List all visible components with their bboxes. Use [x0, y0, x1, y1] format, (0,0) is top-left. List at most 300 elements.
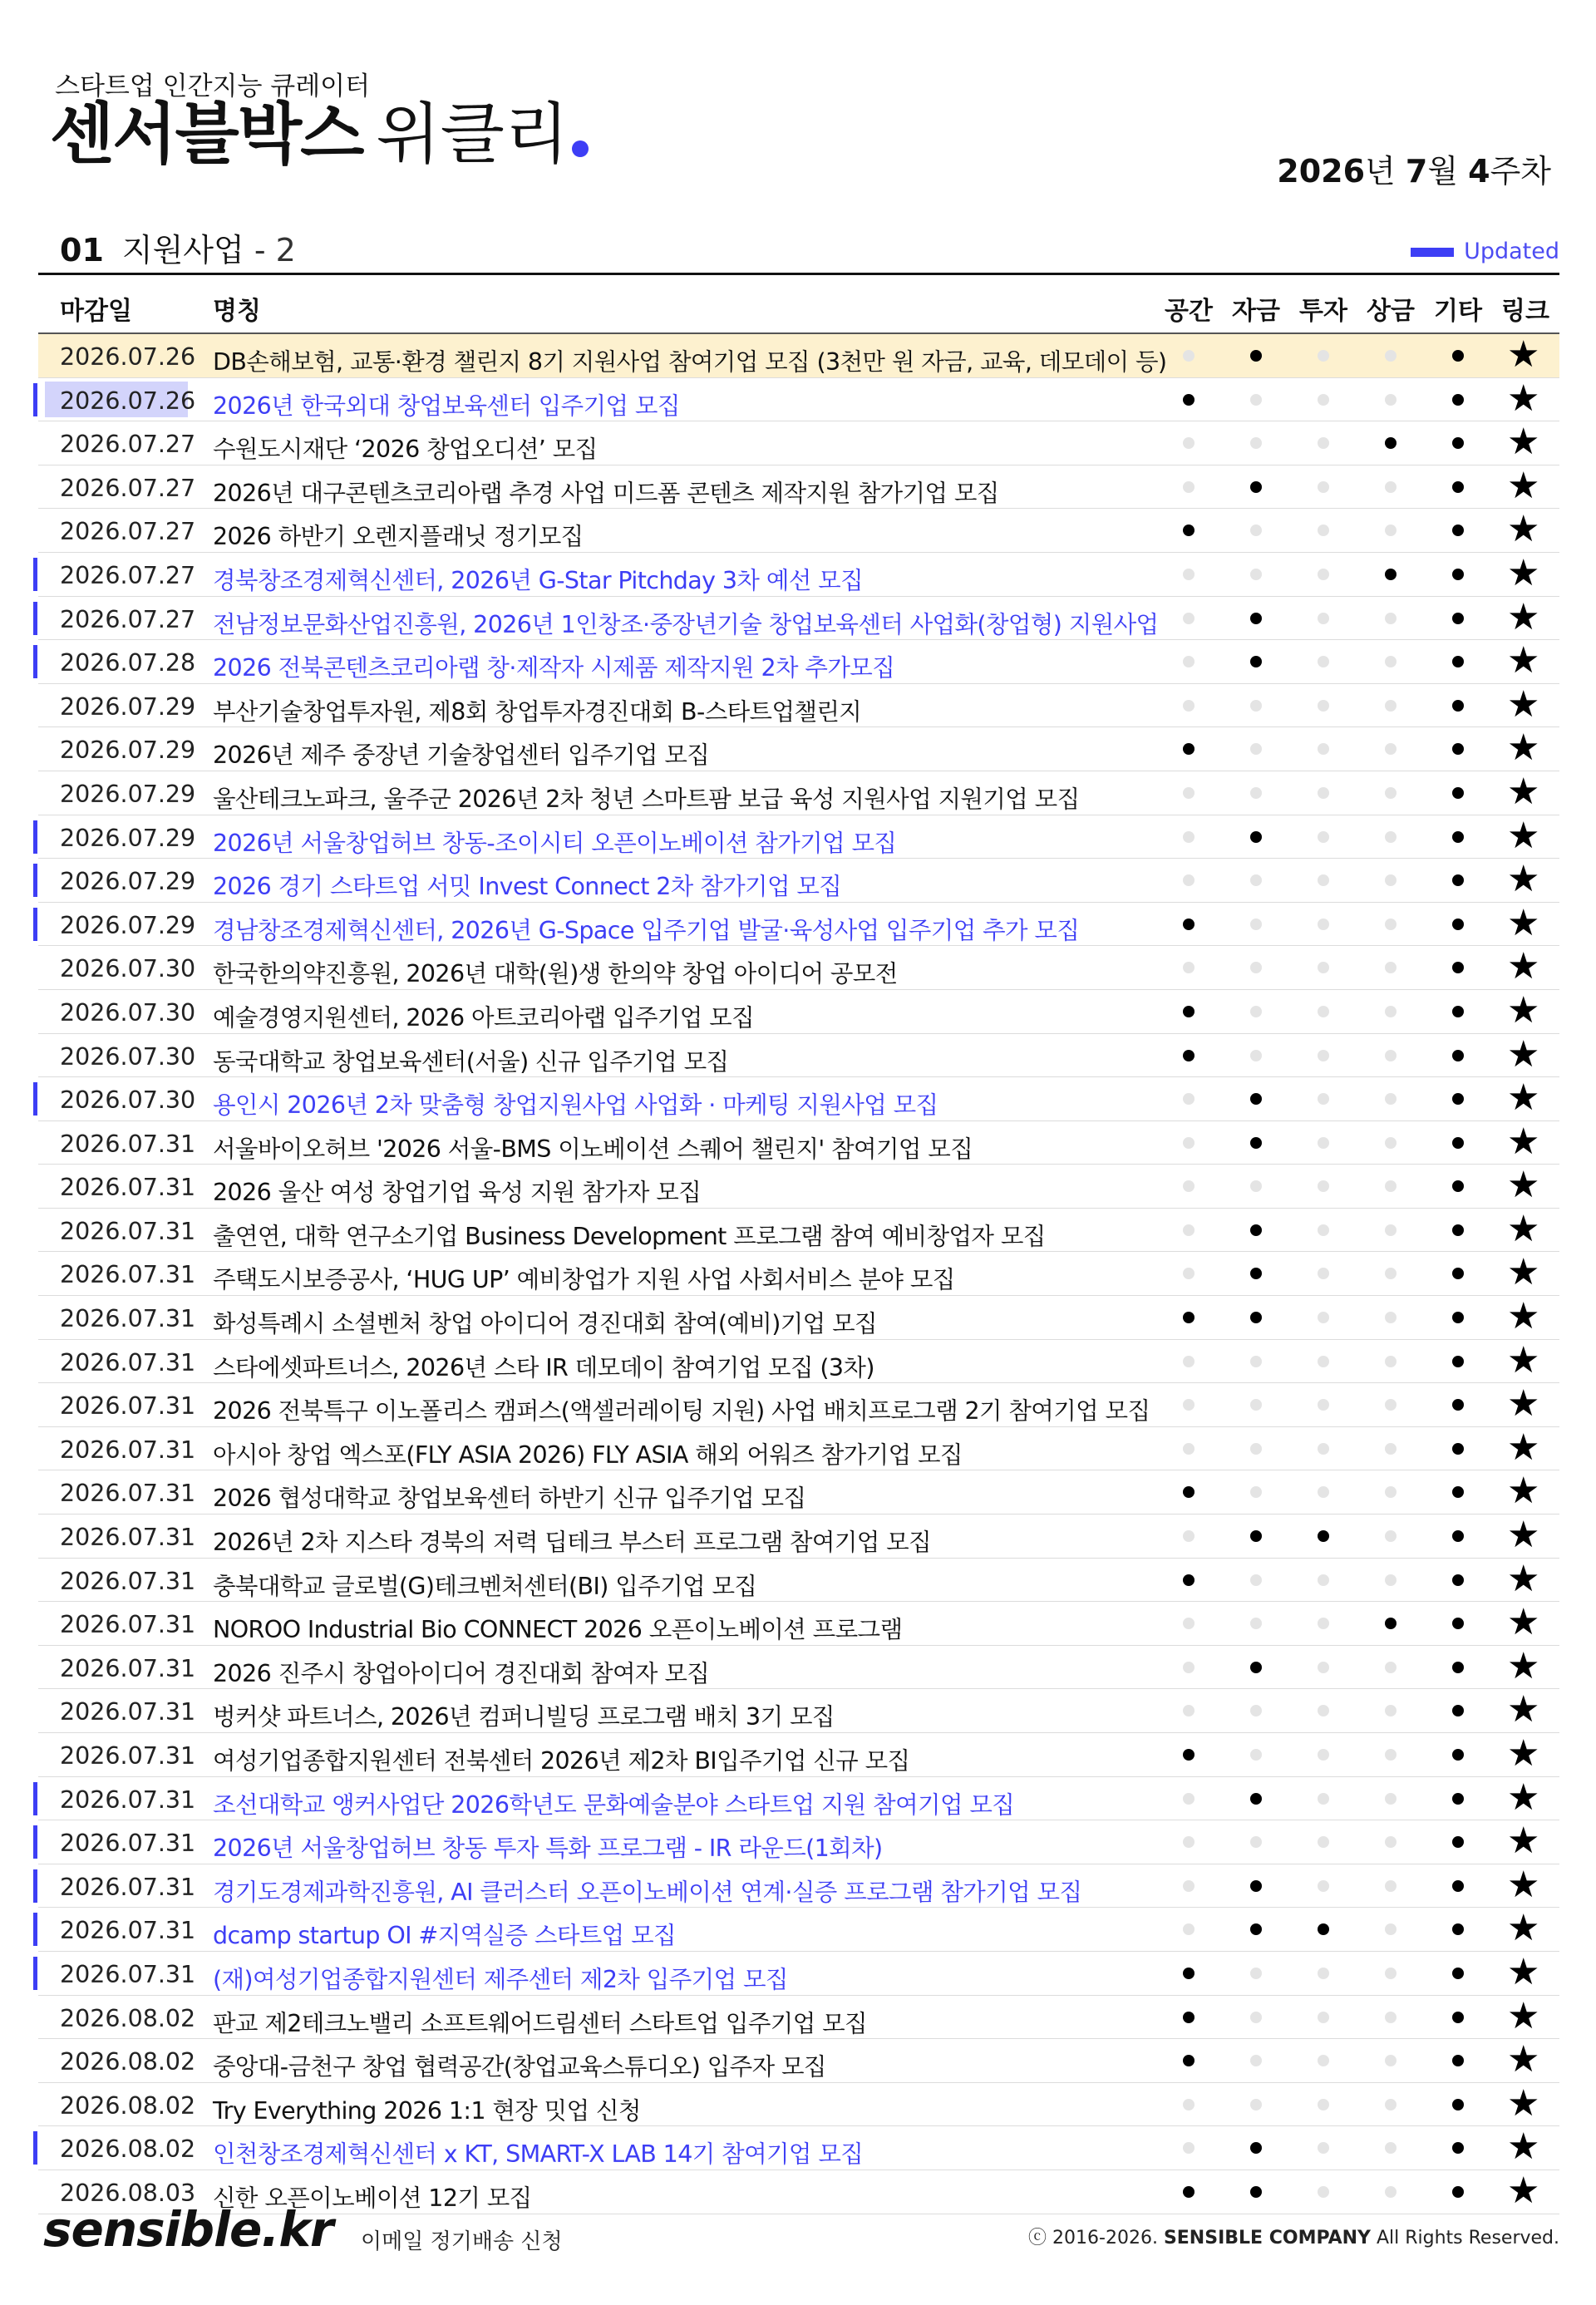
row-name[interactable]: 판교 제2테크노밸리 소프트웨어드림센터 스타트업 입주기업 모집	[213, 2009, 867, 2037]
row-name[interactable]: 출연연, 대학 연구소기업 Business Development 프로그램 참여 예비창업자 모집	[213, 1222, 1046, 1250]
link-star-icon[interactable]: ★	[1507, 1907, 1540, 1950]
link-star-icon[interactable]: ★	[1507, 858, 1540, 901]
table-row[interactable]	[38, 1515, 1559, 1559]
etc-dot-icon	[1452, 2142, 1464, 2154]
row-name[interactable]: 2026 하반기 오렌지플래닛 정기모집	[213, 523, 584, 551]
etc-dot-icon	[1452, 1050, 1464, 1061]
link-star-icon[interactable]: ★	[1507, 1251, 1540, 1294]
row-name[interactable]: 2026년 서울창업허브 창동 투자 특화 프로그램 - IR 라운드(1회차)	[213, 1835, 883, 1863]
row-name[interactable]: NOROO Industrial Bio CONNECT 2026 오픈이노베이션 프로그램	[213, 1616, 903, 1644]
link-star-icon[interactable]: ★	[1507, 1776, 1540, 1819]
etc-dot-icon	[1452, 437, 1464, 449]
prize-dot-icon	[1385, 2012, 1396, 2023]
prize-dot-icon	[1385, 1968, 1396, 1979]
link-star-icon[interactable]: ★	[1507, 682, 1540, 726]
fund-dot-icon	[1250, 1836, 1262, 1848]
link-star-icon[interactable]: ★	[1507, 2125, 1540, 2169]
etc-dot-icon	[1452, 656, 1464, 667]
row-name[interactable]: 서울바이오허브 '2026 서울-BMS 이노베이션 스퀘어 챌린지' 참여기업 모집	[213, 1135, 973, 1163]
section-suffix: - 2	[254, 232, 296, 268]
table-row[interactable]	[38, 1952, 1559, 1996]
updated-legend	[1411, 239, 1559, 264]
etc-dot-icon	[1452, 481, 1464, 493]
prize-dot-icon	[1385, 1530, 1396, 1542]
row-date: 2026.07.29	[60, 868, 196, 896]
row-name[interactable]: 신한 오픈이노베이션 12기 모집	[213, 2184, 532, 2212]
etc-dot-icon	[1452, 1662, 1464, 1673]
space-dot-icon	[1183, 1050, 1195, 1061]
link-star-icon[interactable]: ★	[1507, 1338, 1540, 1382]
updated-marker	[33, 1913, 37, 1946]
prize-dot-icon	[1385, 2055, 1396, 2066]
header-etc: 기타	[1434, 297, 1482, 326]
prize-dot-icon	[1385, 1836, 1396, 1848]
etc-dot-icon	[1452, 787, 1464, 799]
row-date: 2026.07.31	[60, 1305, 196, 1333]
fund-dot-icon	[1250, 1618, 1262, 1629]
table-row[interactable]	[38, 1733, 1559, 1777]
fund-dot-icon	[1250, 1050, 1262, 1061]
link-star-icon[interactable]: ★	[1507, 1514, 1540, 1557]
etc-dot-icon	[1452, 350, 1464, 362]
link-star-icon[interactable]: ★	[1507, 595, 1540, 638]
row-name[interactable]: 인천창조경제혁신센터 x KT, SMART-X LAB 14기 참여기업 모집	[213, 2140, 864, 2169]
prize-dot-icon	[1385, 2142, 1396, 2154]
link-star-icon[interactable]: ★	[1507, 770, 1540, 813]
space-dot-icon	[1183, 787, 1195, 799]
table-row[interactable]	[38, 771, 1559, 815]
invest-dot-icon	[1318, 656, 1329, 667]
fund-dot-icon	[1250, 2142, 1262, 2154]
link-star-icon[interactable]: ★	[1507, 1950, 1540, 1993]
fund-dot-icon	[1250, 613, 1262, 624]
row-name[interactable]: 경기도경제과학진흥원, AI 클러스터 오픈이노베이션 연계·실증 프로그램 참가기업 모집	[213, 1878, 1082, 1906]
week-month-suffix: 월	[1427, 153, 1459, 190]
space-dot-icon	[1183, 2055, 1195, 2066]
fund-dot-icon	[1250, 787, 1262, 799]
prize-dot-icon	[1385, 481, 1396, 493]
space-dot-icon	[1183, 1574, 1195, 1586]
prize-dot-icon	[1385, 350, 1396, 362]
etc-dot-icon	[1452, 569, 1464, 580]
space-dot-icon	[1183, 962, 1195, 973]
prize-dot-icon	[1385, 1486, 1396, 1498]
table-row[interactable]	[38, 859, 1559, 903]
link-star-icon[interactable]: ★	[1507, 2081, 1540, 2125]
updated-bar-icon	[1411, 248, 1454, 257]
fund-dot-icon	[1250, 2012, 1262, 2023]
row-name[interactable]: 2026 협성대학교 창업보육센터 하반기 신규 입주기업 모집	[213, 1485, 806, 1513]
copyright-prefix: ⓒ 2016-2026.	[1028, 2228, 1158, 2248]
link-star-icon[interactable]: ★	[1507, 333, 1540, 376]
prize-dot-icon	[1385, 613, 1396, 624]
row-date: 2026.07.31	[60, 1217, 196, 1245]
etc-dot-icon	[1452, 1968, 1464, 1979]
row-date: 2026.07.29	[60, 736, 196, 765]
updated-marker	[33, 602, 37, 635]
invest-dot-icon	[1318, 919, 1329, 930]
link-star-icon[interactable]: ★	[1507, 508, 1540, 551]
prize-dot-icon	[1385, 1312, 1396, 1323]
row-date: 2026.07.27	[60, 431, 196, 459]
row-date: 2026.07.31	[60, 1611, 196, 1639]
row-name[interactable]: 2026 전북콘텐츠코리아랩 창·제작자 시제품 제작지원 2차 추가모집	[213, 654, 895, 682]
etc-dot-icon	[1452, 962, 1464, 973]
link-star-icon[interactable]: ★	[1507, 1164, 1540, 1207]
row-date: 2026.07.30	[60, 1086, 196, 1115]
table-row[interactable]	[38, 597, 1559, 641]
link-star-icon[interactable]: ★	[1507, 1820, 1540, 1863]
header-link: 링크	[1501, 297, 1549, 326]
row-name[interactable]: 2026년 2차 지스타 경북의 저력 딥테크 부스터 프로그램 참여기업 모집	[213, 1529, 932, 1557]
space-dot-icon	[1183, 1486, 1195, 1498]
footer-logo[interactable]: sensible.kr	[43, 2201, 333, 2258]
row-date: 2026.07.29	[60, 911, 196, 939]
section-name: 지원사업	[121, 232, 244, 268]
link-star-icon[interactable]: ★	[1507, 551, 1540, 594]
invest-dot-icon	[1318, 962, 1329, 973]
table-row[interactable]	[38, 1646, 1559, 1690]
row-name[interactable]: DB손해보험, 교통·환경 챌린지 8기 지원사업 참여기업 모집 (3천만 원 자금, 교육, 데모데이 등)	[213, 348, 1167, 376]
etc-dot-icon	[1452, 874, 1464, 886]
table-row[interactable]	[38, 1689, 1559, 1733]
table-row[interactable]	[38, 1121, 1559, 1165]
invest-dot-icon	[1318, 1356, 1329, 1367]
table-row[interactable]	[38, 1383, 1559, 1427]
row-name[interactable]: 2026 경기 스타트업 서밋 Invest Connect 2차 참가기업 모집	[213, 873, 842, 901]
table-row[interactable]	[38, 640, 1559, 684]
table-row[interactable]	[38, 1077, 1559, 1121]
fund-dot-icon	[1250, 1486, 1262, 1498]
invest-dot-icon	[1318, 394, 1329, 406]
updated-label: Updated	[1464, 239, 1559, 264]
header-prize: 상금	[1367, 297, 1415, 326]
invest-dot-icon	[1318, 1793, 1329, 1805]
etc-dot-icon	[1452, 1268, 1464, 1279]
link-star-icon[interactable]: ★	[1507, 1688, 1540, 1731]
link-star-icon[interactable]: ★	[1507, 1557, 1540, 1600]
row-date: 2026.08.02	[60, 2048, 196, 2076]
link-star-icon[interactable]: ★	[1507, 1732, 1540, 1775]
row-date: 2026.07.31	[60, 1830, 196, 1858]
etc-dot-icon	[1452, 394, 1464, 406]
table-row[interactable]	[38, 1209, 1559, 1253]
row-date: 2026.07.31	[60, 1742, 196, 1770]
row-name[interactable]: 2026 전북특구 이노폴리스 캠퍼스(액셀러레이팅 지원) 사업 배치프로그램 2기 참여기업 모집	[213, 1397, 1150, 1426]
prize-dot-icon	[1385, 394, 1396, 406]
invest-dot-icon	[1318, 2099, 1329, 2110]
row-name[interactable]: 경북창조경제혁신센터, 2026년 G-Star Pitchday 3차 예선 모집	[213, 566, 863, 594]
link-star-icon[interactable]: ★	[1507, 639, 1540, 682]
table-row[interactable]	[38, 1296, 1559, 1340]
link-star-icon[interactable]: ★	[1507, 1120, 1540, 1163]
row-name[interactable]: 동국대학교 창업보육센터(서울) 신규 입주기업 모집	[213, 1047, 729, 1076]
link-star-icon[interactable]: ★	[1507, 2038, 1540, 2081]
prize-dot-icon	[1385, 1574, 1396, 1586]
table-row[interactable]	[38, 1908, 1559, 1952]
row-name[interactable]: 수원도시재단 ‘2026 창업오디션’ 모집	[213, 436, 598, 464]
row-date: 2026.07.27	[60, 561, 196, 589]
row-name[interactable]: 아시아 창업 엑스포(FLY ASIA 2026) FLY ASIA 해외 어워즈 참가기업 모집	[213, 1441, 963, 1469]
prize-dot-icon	[1385, 1793, 1396, 1805]
row-name[interactable]: 중앙대-금천구 창업 협력공간(창업교육스튜디오) 입주자 모집	[213, 2053, 826, 2081]
row-name[interactable]: 벙커샷 파트너스, 2026년 컴퍼니빌딩 프로그램 배치 3기 모집	[213, 1703, 835, 1731]
row-date: 2026.07.27	[60, 605, 196, 633]
space-dot-icon	[1183, 2142, 1195, 2154]
table-row[interactable]	[38, 1165, 1559, 1209]
row-date: 2026.07.31	[60, 1654, 196, 1682]
link-star-icon[interactable]: ★	[1507, 1295, 1540, 1338]
row-name[interactable]: Try Everything 2026 1:1 현장 밋업 신청	[213, 2096, 641, 2125]
etc-dot-icon	[1452, 1574, 1464, 1586]
space-dot-icon	[1183, 1268, 1195, 1279]
row-name[interactable]: 한국한의약진흥원, 2026년 대학(원)생 한의약 창업 아이디어 공모전	[213, 960, 898, 988]
row-date: 2026.07.31	[60, 1261, 196, 1289]
row-date: 2026.08.02	[60, 2004, 196, 2032]
link-star-icon[interactable]: ★	[1507, 1470, 1540, 1513]
link-star-icon[interactable]: ★	[1507, 1382, 1540, 1426]
fund-dot-icon	[1250, 1705, 1262, 1716]
title-weekly: 위클리	[376, 96, 569, 173]
invest-dot-icon	[1318, 700, 1329, 712]
invest-dot-icon	[1318, 1050, 1329, 1061]
updated-marker	[33, 383, 37, 416]
row-date: 2026.07.28	[60, 649, 196, 677]
table-row[interactable]	[38, 1864, 1559, 1909]
link-star-icon[interactable]: ★	[1507, 1644, 1540, 1687]
header-subtitle: 스타트업 인간지능 큐레이터	[55, 71, 371, 101]
invest-dot-icon	[1318, 1486, 1329, 1498]
row-name[interactable]: 주택도시보증공사, ‘HUG UP’ 예비창업가 지원 사업 사회서비스 분야 모집	[213, 1266, 955, 1294]
row-name[interactable]: 부산기술창업투자원, 제8회 창업투자경진대회 B-스타트업챌린지	[213, 697, 862, 726]
prize-dot-icon	[1385, 1880, 1396, 1892]
row-name[interactable]: 2026년 제주 중장년 기술창업센터 입주기업 모집	[213, 741, 710, 770]
invest-dot-icon	[1318, 1180, 1329, 1192]
row-name[interactable]: (재)여성기업종합지원센터 제주센터 제2차 입주기업 모집	[213, 1965, 788, 1993]
table-body	[38, 334, 1559, 2214]
table-row[interactable]	[38, 2039, 1559, 2083]
space-dot-icon	[1183, 2012, 1195, 2023]
link-star-icon[interactable]: ★	[1507, 1426, 1540, 1469]
etc-dot-icon	[1452, 743, 1464, 755]
table-row[interactable]	[38, 727, 1559, 771]
prize-dot-icon	[1385, 2186, 1396, 2198]
link-star-icon[interactable]: ★	[1507, 726, 1540, 770]
space-dot-icon	[1183, 1793, 1195, 1805]
space-dot-icon	[1183, 1968, 1195, 1979]
row-name[interactable]: 예술경영지원센터, 2026 아트코리아랩 입주기업 모집	[213, 1003, 755, 1032]
table-row[interactable]	[38, 1559, 1559, 1603]
fund-dot-icon	[1250, 1224, 1262, 1236]
invest-dot-icon	[1318, 1618, 1329, 1629]
row-name[interactable]: 스타에셋파트너스, 2026년 스타 IR 데모데이 참여기업 모집 (3차)	[213, 1353, 874, 1382]
updated-marker	[33, 1869, 37, 1903]
subscribe-link[interactable]: 이메일 정기배송 신청	[361, 2229, 563, 2254]
space-dot-icon	[1183, 350, 1195, 362]
etc-dot-icon	[1452, 1793, 1464, 1805]
table-row[interactable]	[38, 1427, 1559, 1471]
row-name[interactable]: 울산테크노파크, 울주군 2026년 2차 청년 스마트팜 보급 육성 지원사업 지원기업 모집	[213, 785, 1080, 813]
row-date: 2026.08.02	[60, 2135, 196, 2164]
row-name[interactable]: 용인시 2026년 2차 맞춤형 창업지원사업 사업화 · 마케팅 지원사업 모집	[213, 1091, 938, 1120]
page-title	[50, 96, 589, 173]
link-star-icon[interactable]: ★	[1507, 1207, 1540, 1250]
invest-dot-icon	[1318, 2142, 1329, 2154]
space-dot-icon	[1183, 1618, 1195, 1629]
table-row[interactable]	[38, 946, 1559, 990]
copyright-company: SENSIBLE COMPANY	[1163, 2228, 1371, 2248]
table-row[interactable]	[38, 421, 1559, 465]
link-star-icon[interactable]: ★	[1507, 901, 1540, 944]
section-number: 01	[60, 232, 104, 268]
row-name[interactable]: 화성특례시 소셜벤처 창업 아이디어 경진대회 참여(예비)기업 모집	[213, 1310, 877, 1338]
copyright-rights: All Rights Reserved.	[1376, 2228, 1559, 2248]
link-star-icon[interactable]: ★	[1507, 1032, 1540, 1076]
updated-marker	[33, 2131, 37, 2165]
etc-dot-icon	[1452, 1399, 1464, 1411]
table-row[interactable]	[38, 1252, 1559, 1296]
fund-dot-icon	[1250, 1662, 1262, 1673]
row-name[interactable]: 충북대학교 글로벌(G)테크벤처센터(BI) 입주기업 모집	[213, 1572, 757, 1600]
row-name[interactable]: 2026년 한국외대 창업보육센터 입주기업 모집	[213, 392, 680, 420]
invest-dot-icon	[1318, 1749, 1329, 1761]
row-name[interactable]: 여성기업종합지원센터 전북센터 2026년 제2차 BI입주기업 신규 모집	[213, 1747, 910, 1775]
prize-dot-icon	[1385, 1224, 1396, 1236]
table-row[interactable]	[38, 990, 1559, 1034]
space-dot-icon	[1183, 394, 1195, 406]
link-star-icon[interactable]: ★	[1507, 2169, 1540, 2212]
invest-dot-icon	[1318, 1836, 1329, 1848]
space-dot-icon	[1183, 656, 1195, 667]
invest-dot-icon	[1318, 831, 1329, 843]
prize-dot-icon	[1385, 1006, 1396, 1017]
row-name[interactable]: 전남정보문화산업진흥원, 2026년 1인창조·중장년기술 창업보육센터 사업화(창업형) 지원사업	[213, 610, 1159, 638]
table-row[interactable]	[38, 465, 1559, 510]
invest-dot-icon	[1318, 1530, 1329, 1542]
title-brand: 센서블박스	[50, 96, 363, 173]
row-name[interactable]: 2026 진주시 창업아이디어 경진대회 참여자 모집	[213, 1659, 710, 1687]
row-date: 2026.07.31	[60, 1698, 196, 1726]
invest-dot-icon	[1318, 1968, 1329, 1979]
row-name[interactable]: 2026 울산 여성 창업기업 육성 지원 참가자 모집	[213, 1179, 702, 1207]
space-dot-icon	[1183, 1180, 1195, 1192]
invest-dot-icon	[1318, 787, 1329, 799]
invest-dot-icon	[1318, 2055, 1329, 2066]
prize-dot-icon	[1385, 962, 1396, 973]
row-date: 2026.07.30	[60, 955, 196, 983]
fund-dot-icon	[1250, 1268, 1262, 1279]
prize-dot-icon	[1385, 831, 1396, 843]
fund-dot-icon	[1250, 700, 1262, 712]
space-dot-icon	[1183, 1923, 1195, 1935]
fund-dot-icon	[1250, 1443, 1262, 1455]
fund-dot-icon	[1250, 1574, 1262, 1586]
link-star-icon[interactable]: ★	[1507, 377, 1540, 420]
week-num: 4	[1468, 153, 1490, 190]
fund-dot-icon	[1250, 1880, 1262, 1892]
invest-dot-icon	[1318, 437, 1329, 449]
week-label	[1277, 145, 1551, 191]
etc-dot-icon	[1452, 2099, 1464, 2110]
space-dot-icon	[1183, 569, 1195, 580]
space-dot-icon	[1183, 525, 1195, 536]
link-star-icon[interactable]: ★	[1507, 945, 1540, 988]
prize-dot-icon	[1385, 1923, 1396, 1935]
table-row[interactable]	[38, 1340, 1559, 1384]
table-row[interactable]	[38, 1996, 1559, 2040]
table-row[interactable]	[38, 553, 1559, 597]
link-star-icon[interactable]: ★	[1507, 1994, 1540, 2037]
link-star-icon[interactable]: ★	[1507, 421, 1540, 464]
table-row[interactable]	[38, 1470, 1559, 1515]
row-name[interactable]: 2026년 대구콘텐츠코리아랩 추경 사업 미드폼 콘텐츠 제작지원 참가기업 모집	[213, 479, 999, 507]
etc-dot-icon	[1452, 1356, 1464, 1367]
space-dot-icon	[1183, 1836, 1195, 1848]
etc-dot-icon	[1452, 1137, 1464, 1149]
table-row[interactable]	[38, 1034, 1559, 1078]
row-name[interactable]: 경남창조경제혁신센터, 2026년 G-Space 입주기업 발굴·육성사업 입주기업 추가 모집	[213, 916, 1080, 944]
fund-dot-icon	[1250, 1356, 1262, 1367]
prize-dot-icon	[1385, 919, 1396, 930]
row-date: 2026.07.31	[60, 1917, 196, 1945]
table-row[interactable]	[38, 1777, 1559, 1821]
row-name[interactable]: 조선대학교 앵커사업단 2026학년도 문화예술분야 스타트업 지원 참여기업 모집	[213, 1790, 1015, 1819]
etc-dot-icon	[1452, 2012, 1464, 2023]
etc-dot-icon	[1452, 1836, 1464, 1848]
etc-dot-icon	[1452, 1705, 1464, 1716]
prize-dot-icon	[1385, 437, 1396, 449]
etc-dot-icon	[1452, 1880, 1464, 1892]
table-row[interactable]	[38, 903, 1559, 947]
link-star-icon[interactable]: ★	[1507, 464, 1540, 507]
row-date: 2026.07.31	[60, 1348, 196, 1377]
invest-dot-icon	[1318, 1312, 1329, 1323]
table-row[interactable]	[38, 684, 1559, 728]
row-date: 2026.07.31	[60, 1130, 196, 1158]
link-star-icon[interactable]: ★	[1507, 988, 1540, 1032]
table-row[interactable]	[38, 1602, 1559, 1646]
etc-dot-icon	[1452, 525, 1464, 536]
table-row[interactable]	[38, 2126, 1559, 2170]
space-dot-icon	[1183, 919, 1195, 930]
title-dot-icon	[572, 140, 589, 157]
prize-dot-icon	[1385, 700, 1396, 712]
invest-dot-icon	[1318, 1399, 1329, 1411]
fund-dot-icon	[1250, 919, 1262, 930]
space-dot-icon	[1183, 437, 1195, 449]
etc-dot-icon	[1452, 1749, 1464, 1761]
table-row[interactable]	[38, 334, 1559, 378]
link-star-icon[interactable]: ★	[1507, 814, 1540, 857]
space-dot-icon	[1183, 1224, 1195, 1236]
updated-marker	[33, 908, 37, 941]
table-row[interactable]	[38, 1820, 1559, 1864]
etc-dot-icon	[1452, 2186, 1464, 2198]
prize-dot-icon	[1385, 874, 1396, 886]
table-row[interactable]	[38, 378, 1559, 422]
etc-dot-icon	[1452, 613, 1464, 624]
table-row[interactable]	[38, 815, 1559, 859]
link-star-icon[interactable]: ★	[1507, 1076, 1540, 1120]
row-name[interactable]: dcamp startup OI #지역실증 스타트업 모집	[213, 1922, 676, 1950]
row-name[interactable]: 2026년 서울창업허브 창동-조이시티 오픈이노베이션 참가기업 모집	[213, 829, 897, 857]
invest-dot-icon	[1318, 1923, 1329, 1935]
link-star-icon[interactable]: ★	[1507, 1863, 1540, 1906]
table-row[interactable]	[38, 509, 1559, 553]
etc-dot-icon	[1452, 1443, 1464, 1455]
table-row[interactable]	[38, 2083, 1559, 2127]
link-star-icon[interactable]: ★	[1507, 1601, 1540, 1644]
